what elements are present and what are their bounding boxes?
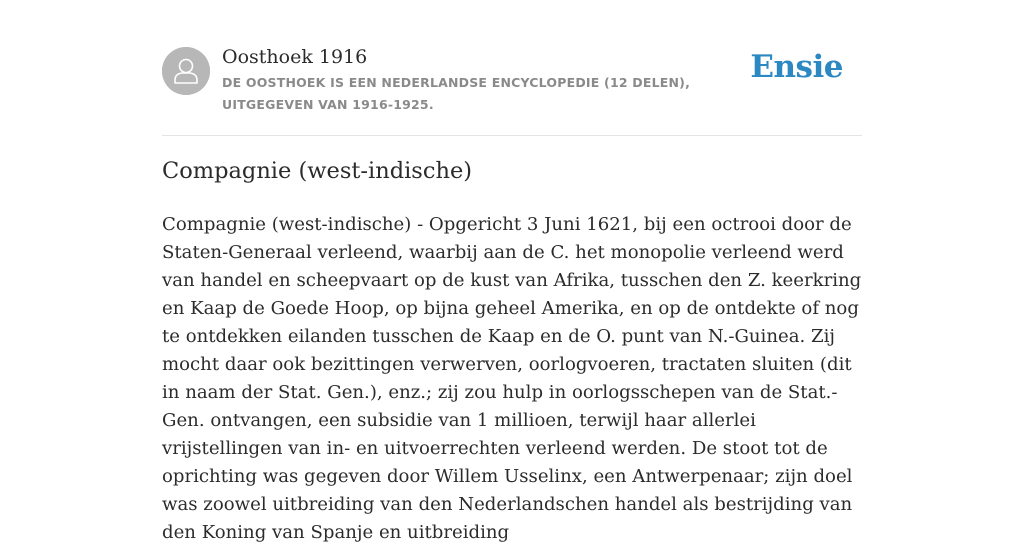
- article-title: Compagnie (west-indische): [162, 158, 473, 184]
- user-avatar-icon[interactable]: [162, 47, 210, 95]
- source-header: [162, 45, 862, 135]
- ensie-logo[interactable]: Ensie: [750, 49, 843, 85]
- article-body: Compagnie (west-indische) - Opgericht 3 Juni 1621, bij een octrooi door de Staten-Generaal verleend, waarbij aan de C. het monopolie verleend werd van handel en scheepvaart op de kust van Afrika, tusschen den Z. keerkring en Kaap de Goede Hoop, op bijna geheel Amerika, en op de ontdekte of nog te ontdekken eilanden tusschen de Kaap en de O. punt van N.-Guinea. Zij mocht daar ook bezittingen verwerven, oorlogvoeren, tractaten sluiten (dit in naam der Stat. Gen.), enz.; zij zou hulp in oorlogsschepen van de Stat.-Gen. ontvangen, een subsidie van 1 millioen, terwijl haar allerlei vrijstellingen van in- en uitvoerrechten verleend werden. De stoot tot de oprichting was gegeven door Willem Usselinx, een Antwerpenaar; zijn doel was zoowel uitbreiding van den Nederlandschen handel als bestrijding van den Koning van Spanje en uitbreiding: [162, 214, 862, 543]
- source-title[interactable]: Oosthoek 1916: [222, 46, 368, 68]
- source-description: DE OOSTHOEK IS EEN NEDERLANDSE ENCYCLOPEDIE (12 DELEN), UITGEGEVEN VAN 1916-1925.: [222, 75, 691, 112]
- divider: [162, 135, 862, 136]
